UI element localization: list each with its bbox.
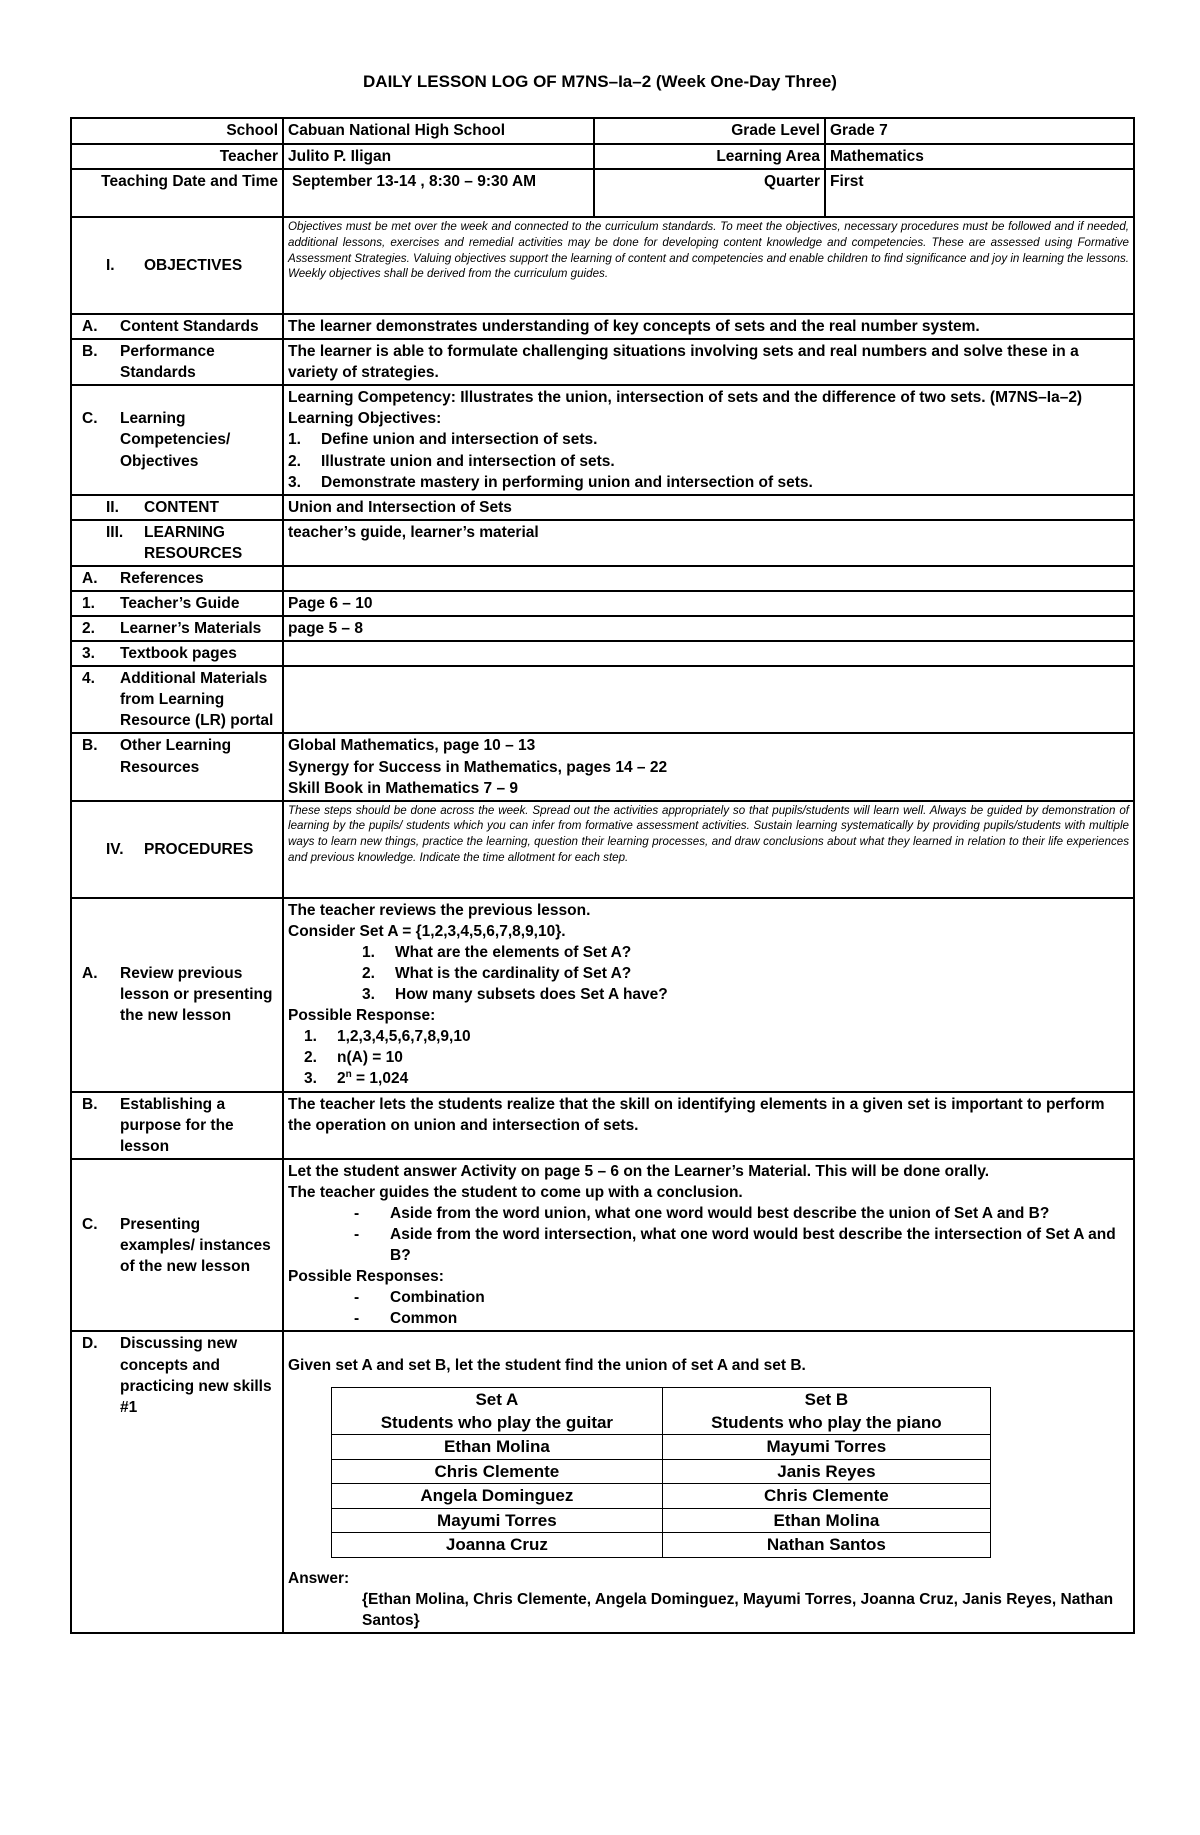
teachers-guide-label: 1. Teacher’s Guide xyxy=(71,591,283,616)
teacher-label: Teacher xyxy=(71,144,283,169)
learning-objectives-label: Learning Objectives: xyxy=(288,410,442,428)
resources-text: teacher’s guide, learner’s material xyxy=(283,520,1134,566)
examples-cell: Let the student answer Activity on page 5 – 6 on the Learner’s Material. This will be done orally. The teacher guides the student to come up with a conclusion. - Aside from the word union, what one word would best describe the union of Set A and B? - Aside from the word intersection, what one word would best describe the intersection of Set A and B? Possible Responses: - Combination - Common xyxy=(283,1159,1134,1332)
document-title: DAILY LESSON LOG OF M7NS–Ia–2 (Week One-Day Three) xyxy=(363,72,837,91)
review-lesson-label: A. Review previous lesson or presenting the new lesson xyxy=(71,898,283,1092)
review-lesson-cell: The teacher reviews the previous lesson. Consider Set A = {1,2,3,4,5,6,7,8,9,10}. 1. What are the elements of Set A? 2. What is the cardinality of Set A? 3. How many subsets does Set A have? Possible Response: 1. 1,2,3,4,5,6,7,8,9,10 2. n(A) = 10 3. $2^n = 1,024$ xyxy=(283,898,1134,1092)
teachers-guide-value: Page 6 – 10 xyxy=(283,591,1134,616)
table-row: Chris Clemente Janis Reyes xyxy=(332,1459,991,1483)
date-value: September 13-14 , 8:30 – 9:30 AM xyxy=(283,169,594,217)
table-row: Mayumi Torres Ethan Molina xyxy=(332,1508,991,1532)
set-a-header: Set A Students who play the guitar xyxy=(332,1387,663,1435)
examples-label: C. Presenting examples/ instances of the new lesson xyxy=(71,1159,283,1332)
teacher-value: Julito P. Iligan xyxy=(283,144,594,169)
performance-standards-text: The learner is able to formulate challenging situations involving sets and real numbers and solve these in a variety of strategies. xyxy=(283,339,1134,385)
area-value: Mathematics xyxy=(825,144,1134,169)
content-standards-label: A. Content Standards xyxy=(71,314,283,339)
competencies-cell: Learning Competency: Illustrates the union, intersection of sets and the difference of two sets. (M7NS–Ia–2) Learning Objectives: 1. Define union and intersection of sets. 2. Illustrate union and intersection of sets. 3. Demonstrate mastery in performing union and intersection of sets. xyxy=(283,385,1134,494)
resources-heading: III. LEARNING RESOURCES xyxy=(71,520,283,566)
procedures-heading: IV. PROCEDURES xyxy=(71,801,283,898)
set-b-header: Set B Students who play the piano xyxy=(662,1387,990,1435)
lr-portal-label: 4. Additional Materials from Learning Resource (LR) portal xyxy=(71,666,283,733)
answer-text: {Ethan Molina, Chris Clemente, Angela Dominguez, Mayumi Torres, Joanna Cruz, Janis Reyes, Nathan Santos} xyxy=(362,1590,1114,1629)
performance-standards-label: B. Performance Standards xyxy=(71,339,283,385)
content-text: Union and Intersection of Sets xyxy=(283,495,1134,520)
lr-portal-value xyxy=(283,666,1134,733)
grade-label: Grade Level xyxy=(594,118,825,144)
purpose-label: B. Establishing a purpose for the lesson xyxy=(71,1092,283,1159)
table-row: Angela Dominguez Chris Clemente xyxy=(332,1484,991,1508)
purpose-text: The teacher lets the students realize that the skill on identifying elements in a given set is important to perform the operation on union and intersection of sets. xyxy=(283,1092,1134,1159)
table-row: Joanna Cruz Nathan Santos xyxy=(332,1533,991,1557)
table-row: Ethan Molina Mayumi Torres xyxy=(332,1435,991,1459)
procedures-note: These steps should be done across the week. Spread out the activities appropriately so that pupils/students will learn well. Always be guided by demonstration of learning by the pupils/ students which you can infer from formative assessment activities. Sustain learning systematically by providing pupils/students with multiple ways to learn new things, practice the learning, question their learning processes, and draw conclusions about what they learned in relation to their life experiences and previous knowledge. Indicate the time allotment for each step. xyxy=(283,801,1134,898)
learning-competency: Learning Competency: Illustrates the union, intersection of sets and the difference of two sets. (M7NS–Ia–2) xyxy=(288,389,1083,407)
learners-materials-label: 2. Learner’s Materials xyxy=(71,616,283,641)
date-label: Teaching Date and Time xyxy=(71,169,283,217)
lesson-log-table xyxy=(70,117,1135,1634)
content-standards-text: The learner demonstrates understanding of key concepts of sets and the real number system. xyxy=(283,314,1134,339)
quarter-value: First xyxy=(825,169,1134,217)
sets-table xyxy=(331,1387,991,1558)
other-resources-label: B. Other Learning Resources xyxy=(71,733,283,800)
school-value: Cabuan National High School xyxy=(283,118,594,144)
objectives-note: Objectives must be met over the week and connected to the curriculum standards. To meet the objectives, necessary procedures must be followed and if needed, additional lessons, exercises and remedial activities may be done for developing content knowledge and competencies. These are assessed using Formative Assessment Strategies. Valuing objectives support the learning of content and competencies and enable children to find significance and joy in learning the lessons. Weekly objectives shall be derived from the curriculum guides. xyxy=(283,217,1134,314)
other-resources-value: Global Mathematics, page 10 – 13 Synergy for Success in Mathematics, pages 14 – 22 Skill Book in Mathematics 7 – 9 xyxy=(283,733,1134,800)
references-value xyxy=(283,566,1134,591)
quarter-label: Quarter xyxy=(594,169,825,217)
competencies-label: C. Learning Competencies/ Objectives xyxy=(71,385,283,494)
area-label: Learning Area xyxy=(594,144,825,169)
grade-value: Grade 7 xyxy=(825,118,1134,144)
textbook-pages-value xyxy=(283,641,1134,666)
references-label: A. References xyxy=(71,566,283,591)
learners-materials-value: page 5 – 8 xyxy=(283,616,1134,641)
objectives-heading: I. OBJECTIVES xyxy=(71,217,283,314)
textbook-pages-label: 3. Textbook pages xyxy=(71,641,283,666)
discussing-label: D. Discussing new concepts and practicing new skills #1 xyxy=(71,1331,283,1632)
content-heading: II. CONTENT xyxy=(71,495,283,520)
school-label: School xyxy=(71,118,283,144)
answer-label: Answer: xyxy=(288,1569,350,1587)
discussing-cell: Given set A and set B, let the student find the union of set A and set B. Set A Students who play the guitar Set B Students who play the piano Ethan Molina Mayumi Torres Chris Clemente Janis Reyes Angela Dominguez Chris Clemente Mayumi Torres Ethan Molina Joanna Cruz Nathan Santos Answer: {Ethan Molina, Chris Clemente, Angela Dominguez, Mayumi Torres, Joanna Cruz, Janis Reyes, Nathan Santos} xyxy=(283,1331,1134,1632)
